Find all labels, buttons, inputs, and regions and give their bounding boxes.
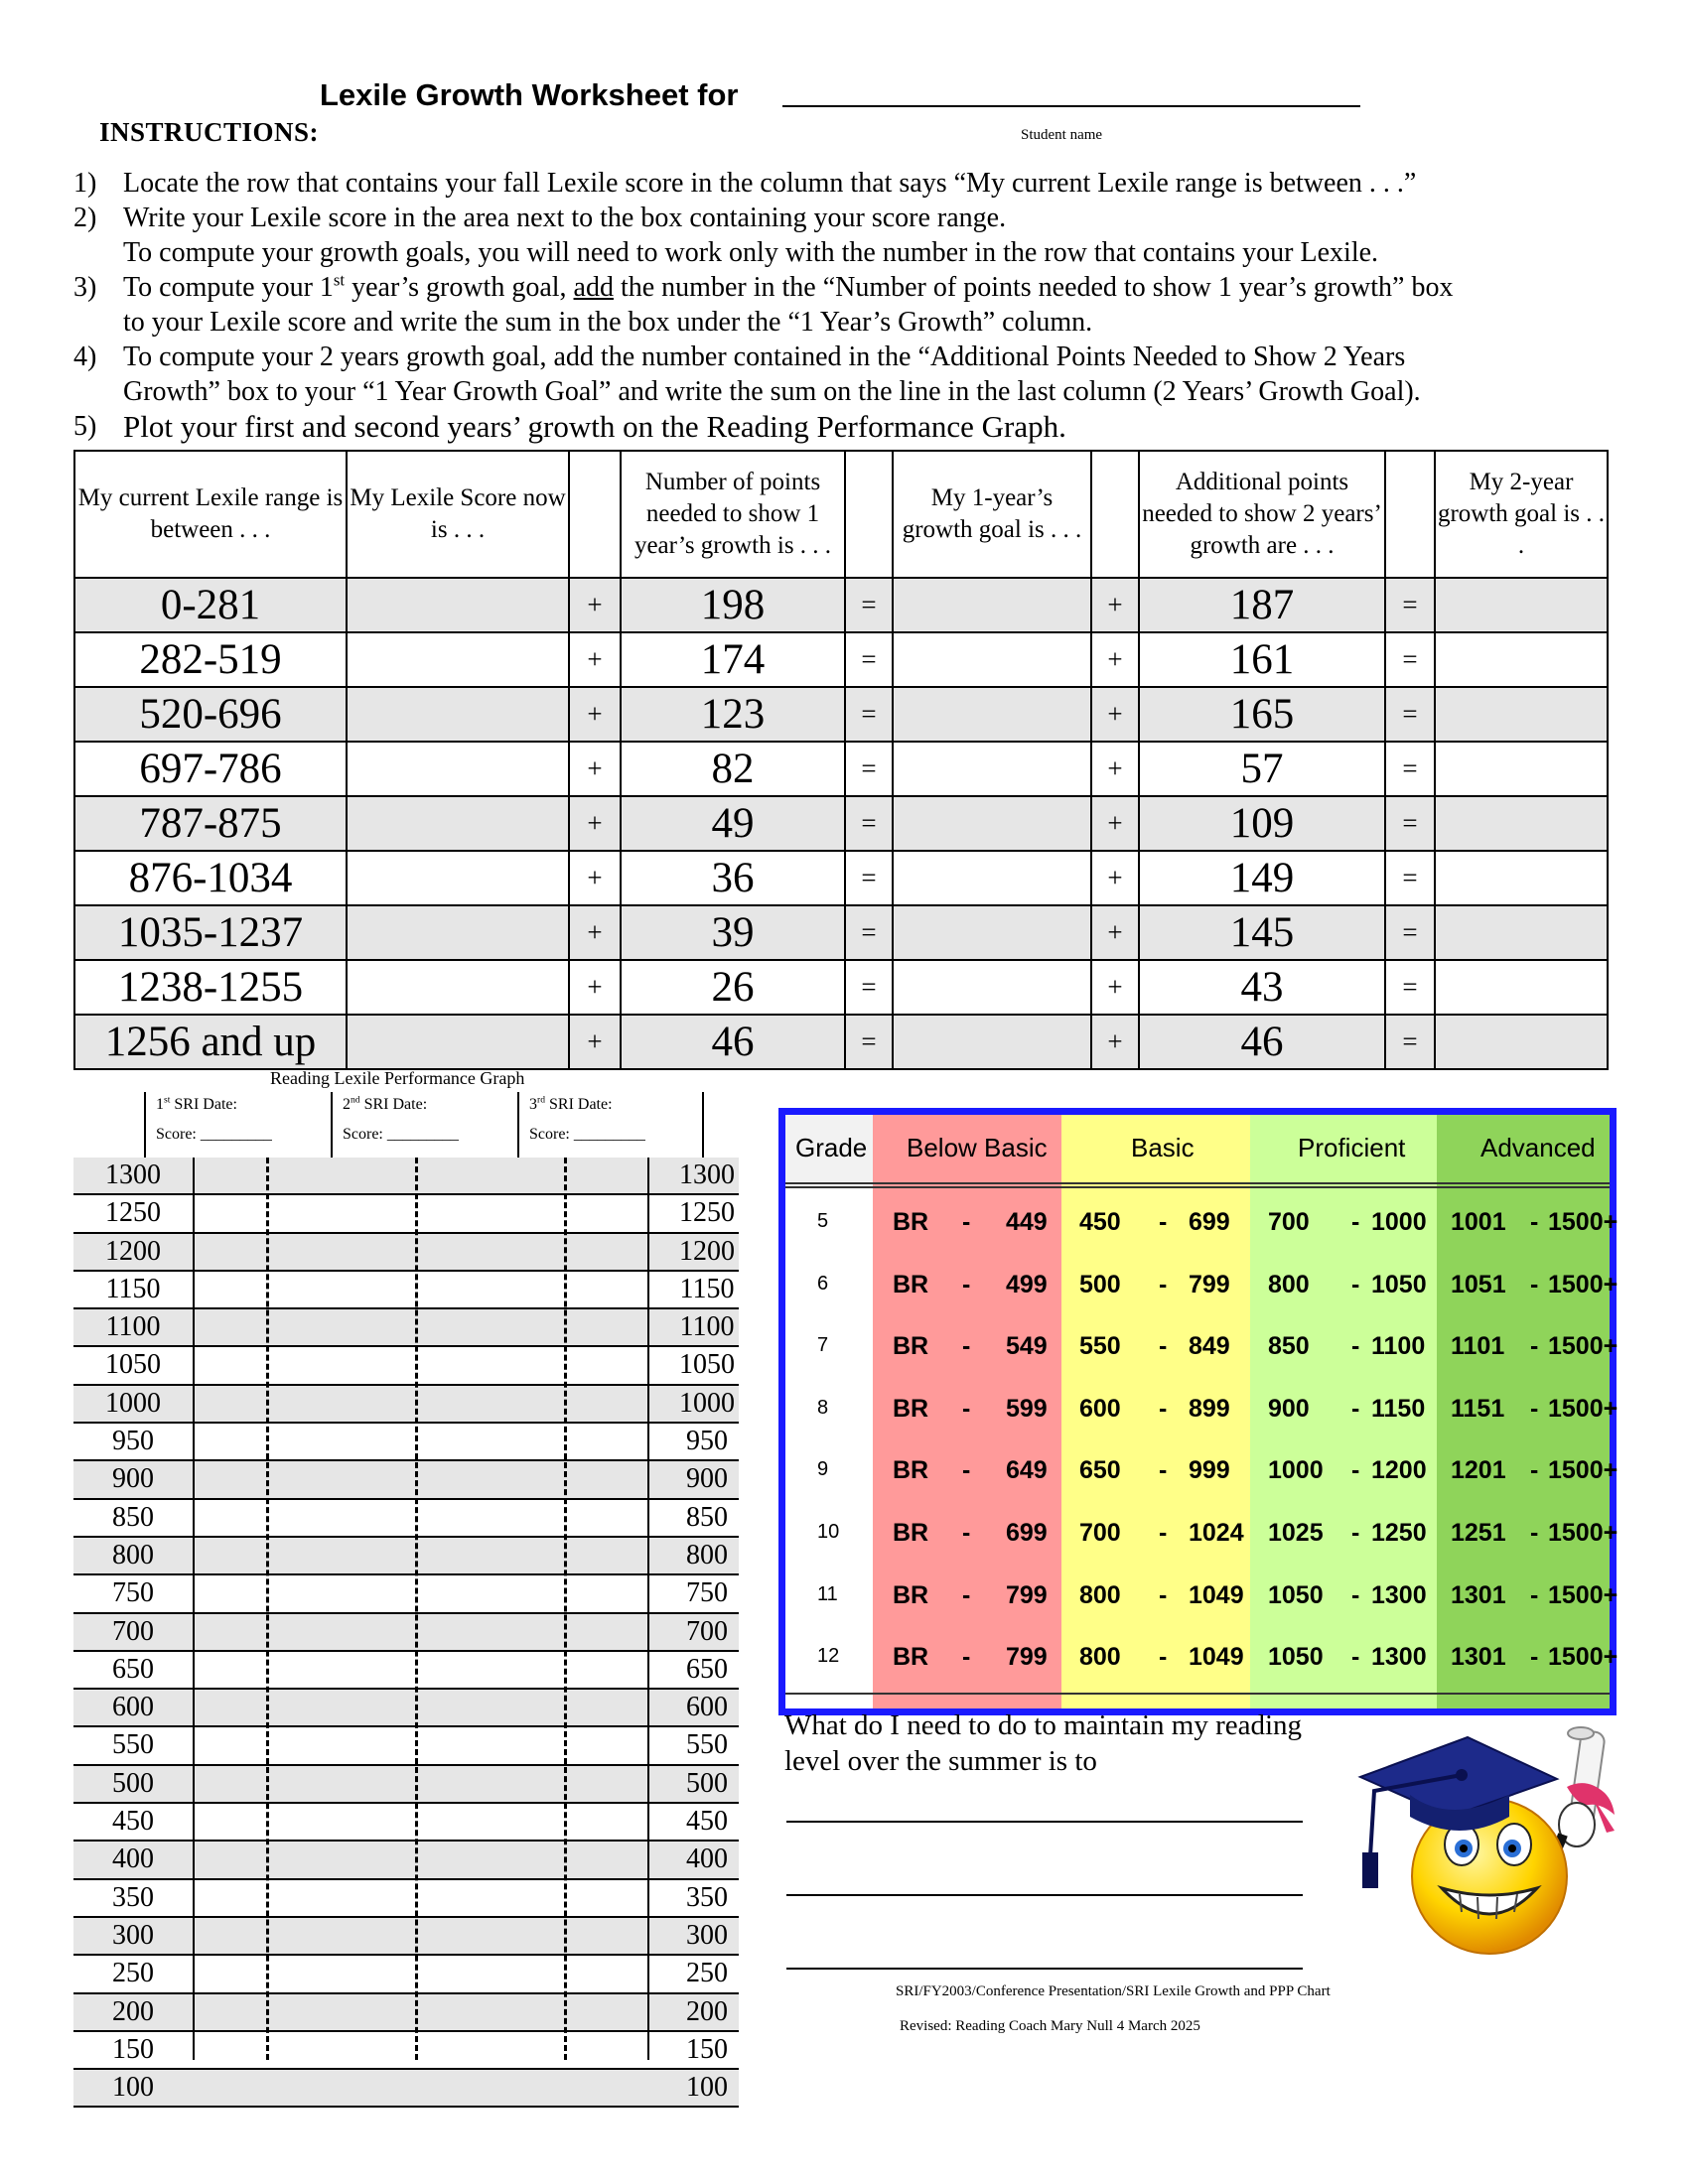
lexile-range: 282-519 — [74, 632, 347, 687]
scale-label-right: 300 — [686, 1919, 728, 1951]
scale-label-left: 700 — [112, 1615, 154, 1647]
performance-graph-title: Reading Lexile Performance Graph — [270, 1068, 525, 1088]
scale-label-right: 350 — [686, 1881, 728, 1913]
goal-2-year-input[interactable] — [1435, 1015, 1608, 1069]
goal-1-year-input[interactable] — [893, 851, 1091, 905]
equals-sign: = — [1385, 1015, 1435, 1069]
plus-sign: + — [569, 905, 621, 960]
instructions-heading: INSTRUCTIONS: — [99, 117, 320, 147]
proficient-header: Proficient — [1298, 1133, 1406, 1162]
scale-label-left: 150 — [112, 2033, 154, 2065]
goal-2-year-input[interactable] — [1435, 742, 1608, 796]
goal-1-year-input[interactable] — [893, 632, 1091, 687]
scale-label-right: 450 — [686, 1806, 728, 1838]
grade-row: 8 BR - 599 600 - 899 900 - 1150 1151 - 1500+ — [817, 1394, 1618, 1423]
scale-label-right: 250 — [686, 1958, 728, 1989]
points-2-years: 46 — [1139, 1015, 1385, 1069]
grade-row: 11 BR - 799 800 - 1049 1050 - 1300 1301 - 1500+ — [817, 1580, 1618, 1609]
points-2-years: 165 — [1139, 687, 1385, 742]
grade-number: 6 — [817, 1272, 829, 1295]
scale-label-right: 1300 — [679, 1160, 735, 1190]
lexile-score-input[interactable] — [347, 632, 569, 687]
scale-label-right: 400 — [686, 1843, 728, 1875]
equals-sign: = — [1385, 851, 1435, 905]
scale-label-left: 500 — [112, 1767, 154, 1799]
below-basic-header: Below Basic — [907, 1133, 1048, 1162]
equals-sign: = — [1385, 960, 1435, 1015]
scale-label-left: 650 — [112, 1653, 154, 1685]
goal-2-year-input[interactable] — [1435, 687, 1608, 742]
grade-header: Grade — [795, 1133, 868, 1162]
points-1-year: 46 — [621, 1015, 845, 1069]
lexile-score-input[interactable] — [347, 905, 569, 960]
scale-label-left: 300 — [112, 1919, 154, 1951]
lexile-range: 787-875 — [74, 796, 347, 851]
goal-1-year-input[interactable] — [893, 742, 1091, 796]
grade-row: 9 BR - 649 650 - 999 1000 - 1200 1201 - 1500+ — [817, 1456, 1618, 1485]
lexile-score-input[interactable] — [347, 1015, 569, 1069]
plus-sign: + — [569, 742, 621, 796]
scale-label-right: 1050 — [679, 1349, 735, 1381]
lexile-score-input[interactable] — [347, 578, 569, 632]
growth-goal-table — [73, 450, 1609, 1070]
scale-label-right: 600 — [686, 1692, 728, 1723]
grade-row: 6 BR - 499 500 - 799 800 - 1050 1051 - 1500+ — [817, 1270, 1618, 1298]
header-lexile-score: My Lexile Score now is . . . — [347, 451, 569, 578]
graph-gridline — [647, 1158, 649, 2060]
header-1-year-goal: My 1-year’s growth goal is . . . — [893, 451, 1091, 578]
grade-number: 8 — [817, 1396, 829, 1419]
answer-line-2[interactable] — [786, 1894, 1303, 1896]
grade-number: 12 — [817, 1645, 840, 1668]
scale-label-left: 1050 — [105, 1349, 161, 1381]
plus-sign: + — [1091, 851, 1139, 905]
graph-row — [73, 1500, 739, 1538]
goal-2-year-input[interactable] — [1435, 905, 1608, 960]
lexile-score-input[interactable] — [347, 851, 569, 905]
scale-label-left: 1150 — [105, 1273, 161, 1304]
graduate-smiley-icon — [1350, 1717, 1648, 1976]
scale-label-right: 650 — [686, 1653, 728, 1685]
growth-row — [74, 687, 1608, 742]
growth-row — [74, 960, 1608, 1015]
graph-row — [73, 1424, 739, 1461]
scale-label-left: 200 — [112, 1995, 154, 2027]
points-1-year: 123 — [621, 687, 845, 742]
graph-row — [73, 2070, 739, 2108]
growth-row — [74, 796, 1608, 851]
lexile-range: 876-1034 — [74, 851, 347, 905]
equals-sign: = — [845, 905, 893, 960]
graph-row — [73, 1538, 739, 1575]
sri-date-box — [144, 1092, 704, 1161]
equals-sign: = — [845, 632, 893, 687]
lexile-performance-graph[interactable] — [73, 1158, 739, 2108]
sri-date-2[interactable]: 2nd SRI Date: Score: _________ — [343, 1094, 459, 1143]
lexile-score-input[interactable] — [347, 687, 569, 742]
scale-label-left: 1100 — [105, 1311, 161, 1343]
student-name-label: Student name — [1021, 127, 1103, 143]
student-name-line[interactable] — [782, 105, 1360, 107]
scale-label-right: 1250 — [679, 1197, 735, 1229]
plus-sign: + — [569, 578, 621, 632]
plus-sign: + — [1091, 1015, 1139, 1069]
points-1-year: 36 — [621, 851, 845, 905]
graph-gridline — [564, 1158, 567, 2060]
scale-label-left: 1000 — [105, 1387, 161, 1419]
graph-row — [73, 1347, 739, 1385]
goal-1-year-input[interactable] — [893, 578, 1091, 632]
scale-label-left: 850 — [112, 1501, 154, 1533]
header-current-range: My current Lexile range is between . . . — [74, 451, 347, 578]
graph-row — [73, 1690, 739, 1727]
graph-gridline — [415, 1158, 418, 2060]
equals-sign: = — [845, 960, 893, 1015]
scale-label-right: 950 — [686, 1426, 728, 1457]
points-2-years: 161 — [1139, 632, 1385, 687]
scale-label-left: 400 — [112, 1843, 154, 1875]
footer-file-path: SRI/FY2003/Conference Presentation/SRI Lexile Growth and PPP Chart — [896, 1983, 1331, 1999]
equals-sign: = — [1385, 687, 1435, 742]
plus-sign: + — [569, 1015, 621, 1069]
graph-row — [73, 1575, 739, 1613]
grade-level-lexile-chart — [778, 1108, 1617, 1715]
scale-label-right: 700 — [686, 1615, 728, 1647]
scale-label-right: 500 — [686, 1767, 728, 1799]
graph-row — [73, 1272, 739, 1309]
equals-sign: = — [845, 687, 893, 742]
graph-row — [73, 1804, 739, 1842]
points-2-years: 43 — [1139, 960, 1385, 1015]
plus-sign: + — [569, 687, 621, 742]
equals-sign: = — [845, 742, 893, 796]
grade-row: 5 BR - 449 450 - 699 700 - 1000 1001 - 1500+ — [817, 1208, 1618, 1236]
answer-line-3[interactable] — [786, 1968, 1303, 1970]
scale-label-left: 100 — [112, 2072, 154, 2104]
grade-row: 12 BR - 799 800 - 1049 1050 - 1300 1301 - 1500+ — [817, 1643, 1618, 1672]
lexile-range: 520-696 — [74, 687, 347, 742]
grade-number: 9 — [817, 1458, 829, 1481]
graph-row — [73, 1234, 739, 1272]
graph-row — [73, 1309, 739, 1347]
points-1-year: 39 — [621, 905, 845, 960]
scale-label-left: 1250 — [105, 1197, 161, 1229]
graph-row — [73, 1195, 739, 1233]
equals-sign: = — [845, 1015, 893, 1069]
lexile-range: 0-281 — [74, 578, 347, 632]
goal-1-year-input[interactable] — [893, 687, 1091, 742]
scale-label-right: 750 — [686, 1577, 728, 1609]
goal-2-year-input[interactable] — [1435, 578, 1608, 632]
graph-row — [73, 1614, 739, 1652]
graph-gridline — [266, 1158, 269, 2060]
scale-label-left: 800 — [112, 1539, 154, 1570]
points-1-year: 49 — [621, 796, 845, 851]
graph-row — [73, 1461, 739, 1499]
scale-label-left: 350 — [112, 1881, 154, 1913]
goal-2-year-input[interactable] — [1435, 960, 1608, 1015]
points-1-year: 82 — [621, 742, 845, 796]
scale-label-right: 1200 — [679, 1235, 735, 1267]
lexile-score-input[interactable] — [347, 796, 569, 851]
plus-sign: + — [1091, 578, 1139, 632]
scale-label-left: 600 — [112, 1692, 154, 1723]
sri-date-1[interactable]: 1st SRI Date: Score: _________ — [156, 1094, 272, 1143]
graph-row — [73, 2032, 739, 2070]
scale-label-right: 1150 — [679, 1273, 735, 1304]
scale-label-left: 1200 — [105, 1235, 161, 1267]
points-2-years: 109 — [1139, 796, 1385, 851]
equals-sign: = — [845, 796, 893, 851]
plus-sign: + — [569, 960, 621, 1015]
points-1-year: 26 — [621, 960, 845, 1015]
graph-row — [73, 1956, 739, 1993]
plus-sign: + — [569, 796, 621, 851]
growth-row — [74, 905, 1608, 960]
lexile-range: 697-786 — [74, 742, 347, 796]
plus-sign: + — [569, 632, 621, 687]
graph-row — [73, 1158, 739, 1195]
plus-sign: + — [1091, 905, 1139, 960]
growth-row — [74, 851, 1608, 905]
grade-number: 10 — [817, 1521, 840, 1543]
scale-label-right: 1000 — [679, 1387, 735, 1419]
summer-question: What do I need to do to maintain my reading level over the summer is to — [784, 1709, 1303, 1777]
goal-2-year-input[interactable] — [1435, 796, 1608, 851]
grade-row: 10 BR - 699 700 - 1024 1025 - 1250 1251 - 1500+ — [817, 1519, 1618, 1547]
scale-label-left: 1300 — [105, 1160, 161, 1190]
scale-label-right: 150 — [686, 2033, 728, 2065]
advanced-header: Advanced — [1480, 1133, 1596, 1162]
graph-row — [73, 1994, 739, 2032]
grade-number: 7 — [817, 1334, 829, 1357]
scale-label-left: 900 — [112, 1463, 154, 1495]
growth-row — [74, 742, 1608, 796]
plus-sign: + — [1091, 960, 1139, 1015]
header-points-2-years: Additional points needed to show 2 years’ growth are . . . — [1139, 451, 1385, 578]
graph-gridline — [193, 1158, 195, 2060]
growth-row — [74, 1015, 1608, 1069]
basic-header: Basic — [1131, 1133, 1195, 1162]
plus-sign: + — [569, 851, 621, 905]
footer-revised: Revised: Reading Coach Mary Null 4 March 2025 — [900, 2018, 1200, 2034]
scale-label-right: 1100 — [679, 1311, 735, 1343]
scale-label-left: 750 — [112, 1577, 154, 1609]
lexile-range: 1256 and up — [74, 1015, 347, 1069]
points-2-years: 145 — [1139, 905, 1385, 960]
graph-row — [73, 1880, 739, 1918]
lexile-score-input[interactable] — [347, 742, 569, 796]
grade-number: 11 — [817, 1582, 838, 1605]
growth-row — [74, 632, 1608, 687]
graph-row — [73, 1918, 739, 1956]
header-points-1-year: Number of points needed to show 1 year’s growth is . . . — [621, 451, 845, 578]
scale-label-right: 800 — [686, 1539, 728, 1570]
answer-line-1[interactable] — [786, 1821, 1303, 1823]
scale-label-right: 200 — [686, 1995, 728, 2027]
grade-row: 7 BR - 549 550 - 849 850 - 1100 1101 - 1500+ — [817, 1332, 1618, 1361]
graph-row — [73, 1727, 739, 1765]
scale-label-left: 950 — [112, 1426, 154, 1457]
goal-2-year-input[interactable] — [1435, 851, 1608, 905]
scale-label-left: 450 — [112, 1806, 154, 1838]
equals-sign: = — [1385, 796, 1435, 851]
sri-date-3[interactable]: 3rd SRI Date: Score: _________ — [529, 1094, 645, 1143]
plus-sign: + — [1091, 632, 1139, 687]
scale-label-right: 550 — [686, 1729, 728, 1761]
graph-row — [73, 1652, 739, 1690]
plus-sign: + — [1091, 796, 1139, 851]
worksheet-title: Lexile Growth Worksheet for — [320, 77, 739, 112]
plus-sign: + — [1091, 742, 1139, 796]
header-2-year-goal: My 2-year growth goal is . . . — [1435, 451, 1608, 578]
points-2-years: 57 — [1139, 742, 1385, 796]
equals-sign: = — [845, 851, 893, 905]
goal-1-year-input[interactable] — [893, 1015, 1091, 1069]
equals-sign: = — [845, 578, 893, 632]
scale-label-right: 900 — [686, 1463, 728, 1495]
scale-label-left: 550 — [112, 1729, 154, 1761]
goal-1-year-input[interactable] — [893, 960, 1091, 1015]
lexile-score-input[interactable] — [347, 960, 569, 1015]
equals-sign: = — [1385, 578, 1435, 632]
points-2-years: 187 — [1139, 578, 1385, 632]
points-1-year: 198 — [621, 578, 845, 632]
equals-sign: = — [1385, 905, 1435, 960]
lexile-range: 1035-1237 — [74, 905, 347, 960]
lexile-range: 1238-1255 — [74, 960, 347, 1015]
grade-number: 5 — [817, 1210, 829, 1232]
scale-label-right: 850 — [686, 1501, 728, 1533]
graph-row — [73, 1766, 739, 1804]
graph-row — [73, 1386, 739, 1424]
scale-label-right: 100 — [686, 2072, 728, 2104]
goal-1-year-input[interactable] — [893, 796, 1091, 851]
growth-row — [74, 578, 1608, 632]
scale-label-left: 250 — [112, 1958, 154, 1989]
graph-row — [73, 1842, 739, 1879]
equals-sign: = — [1385, 742, 1435, 796]
points-1-year: 174 — [621, 632, 845, 687]
goal-2-year-input[interactable] — [1435, 632, 1608, 687]
equals-sign: = — [1385, 632, 1435, 687]
goal-1-year-input[interactable] — [893, 905, 1091, 960]
plus-sign: + — [1091, 687, 1139, 742]
points-2-years: 149 — [1139, 851, 1385, 905]
